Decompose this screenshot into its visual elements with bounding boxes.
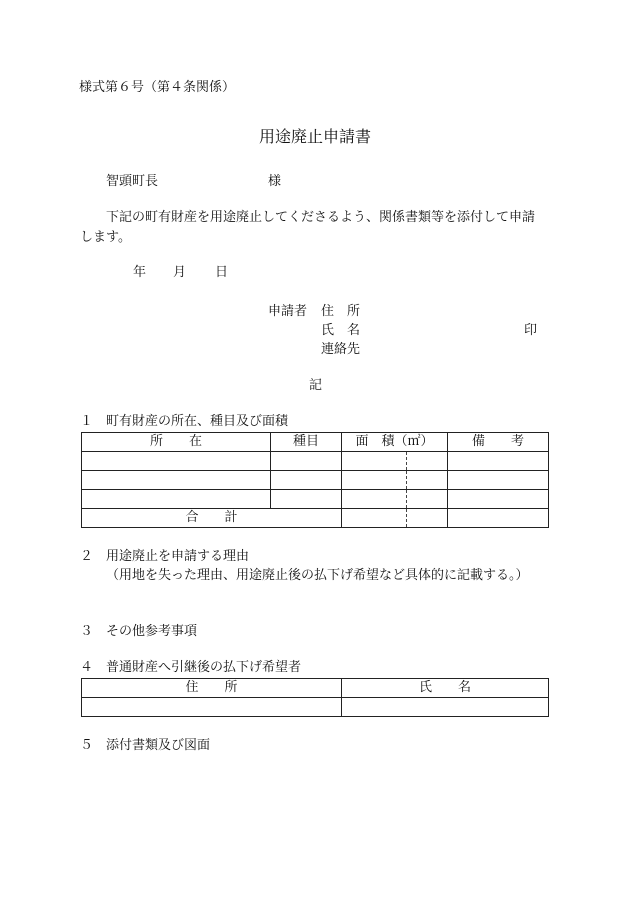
total-row xyxy=(82,509,549,528)
category-cell[interactable] xyxy=(271,471,342,490)
addressee-name: 智頭町長 xyxy=(106,174,159,189)
form-number: 様式第６号（第４条関係） xyxy=(79,80,236,95)
body-line-2: します。 xyxy=(80,230,131,245)
applicant-label: 申請者 xyxy=(268,304,308,319)
area-integer-cell[interactable] xyxy=(342,471,407,490)
buyer-name-cell[interactable] xyxy=(342,698,549,717)
area-integer-cell[interactable] xyxy=(342,452,407,471)
area-decimal-cell[interactable] xyxy=(407,471,448,490)
section-2-heading: ２ 用途廃止を申請する理由 xyxy=(80,549,250,564)
header-location: 所 在 xyxy=(82,433,271,452)
table-row xyxy=(82,471,549,490)
header-area: 面 積（㎡） xyxy=(342,433,448,452)
area-integer-cell[interactable] xyxy=(342,490,407,509)
applicant-contact-label: 連絡先 xyxy=(321,342,361,357)
date-year: 年 xyxy=(133,265,147,280)
buyer-table-header xyxy=(82,679,549,698)
addressee-honorific: 様 xyxy=(268,174,282,189)
total-label: 合 計 xyxy=(82,509,342,528)
location-cell[interactable] xyxy=(82,490,271,509)
remarks-cell[interactable] xyxy=(448,490,549,509)
property-table-header xyxy=(82,433,549,452)
buyer-address-cell[interactable] xyxy=(82,698,342,717)
total-remarks-cell[interactable] xyxy=(448,509,549,528)
header-buyer-address: 住 所 xyxy=(82,679,342,698)
remarks-cell[interactable] xyxy=(448,471,549,490)
remarks-cell[interactable] xyxy=(448,452,549,471)
section-3-heading: ３ その他参考事項 xyxy=(80,624,198,639)
date-month: 月 xyxy=(173,265,187,280)
table-row xyxy=(82,490,549,509)
section-2-note: （用地を失った理由、用途廃止後の払下げ希望など具体的に記載する。） xyxy=(106,568,529,583)
section-5-heading: ５ 添付書類及び図面 xyxy=(80,738,211,753)
header-remarks: 備 考 xyxy=(448,433,549,452)
date-day: 日 xyxy=(215,265,229,280)
location-cell[interactable] xyxy=(82,452,271,471)
section-1-heading: １ 町有財産の所在、種目及び面積 xyxy=(80,414,289,429)
body-line-1: 下記の町有財産を用途廃止してくださるよう、関係書類等を添付して申請 xyxy=(106,210,536,225)
ki-marker: 記 xyxy=(309,378,323,393)
buyer-table xyxy=(81,678,549,717)
total-area-decimal-cell[interactable] xyxy=(407,509,448,528)
applicant-name-label: 氏 名 xyxy=(321,323,361,338)
category-cell[interactable] xyxy=(271,452,342,471)
table-row xyxy=(82,698,549,717)
applicant-address-label: 住 所 xyxy=(321,304,361,319)
header-buyer-name: 氏 名 xyxy=(342,679,549,698)
category-cell[interactable] xyxy=(271,490,342,509)
page-title: 用途廃止申請書 xyxy=(258,127,371,146)
property-table xyxy=(81,432,549,528)
area-decimal-cell[interactable] xyxy=(407,452,448,471)
header-category: 種目 xyxy=(271,433,342,452)
seal-mark: 印 xyxy=(524,323,538,338)
total-area-integer-cell[interactable] xyxy=(342,509,407,528)
location-cell[interactable] xyxy=(82,471,271,490)
table-row xyxy=(82,452,549,471)
section-4-heading: ４ 普通財産へ引継後の払下げ希望者 xyxy=(80,660,302,675)
area-decimal-cell[interactable] xyxy=(407,490,448,509)
